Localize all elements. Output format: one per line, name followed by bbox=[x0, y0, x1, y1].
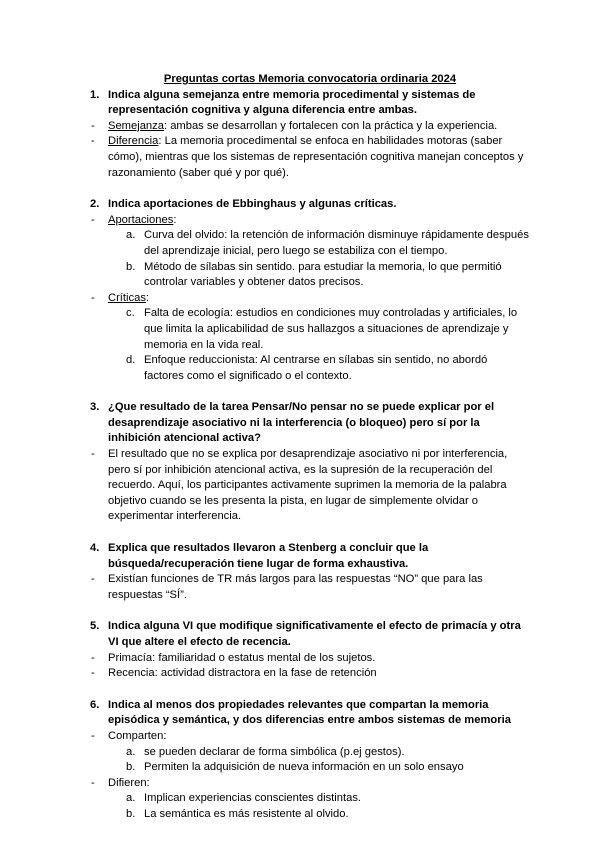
answer-text: : ambas se desarrollan y fortalecen con la práctica y la experiencia. bbox=[163, 119, 498, 132]
answer-item bbox=[90, 651, 530, 667]
dash-bullet: - bbox=[91, 573, 95, 586]
list-marker: a. bbox=[126, 745, 136, 758]
question-text: Indica alguna semejanza entre memoria procedimental y sistemas de representación cognitiva y alguna diferencia entre ambas. bbox=[108, 88, 476, 117]
answer-item bbox=[90, 729, 530, 745]
list-item bbox=[90, 791, 530, 807]
list-marker: b. bbox=[126, 260, 136, 273]
dash-bullet: - bbox=[91, 213, 95, 226]
answer-item bbox=[90, 291, 530, 307]
question-text: Explica que resultados llevaron a Stenberg a concluir que la búsqueda/recuperación tiene lugar de forma exhaustiva. bbox=[108, 542, 429, 570]
answer-item bbox=[90, 134, 530, 181]
dash-bullet: - bbox=[91, 651, 95, 664]
document-content bbox=[90, 72, 530, 823]
list-text: se pueden declarar de forma simbólica (p.ej gestos). bbox=[144, 745, 405, 758]
question-number: 2. bbox=[90, 198, 100, 211]
question-text: Indica aportaciones de Ebbinghaus y algunas críticas. bbox=[108, 198, 397, 211]
dash-bullet: - bbox=[91, 119, 95, 132]
list-item bbox=[90, 260, 530, 291]
list-text: Permiten la adquisición de nueva información en un solo ensayo bbox=[144, 761, 464, 774]
dash-bullet: - bbox=[91, 135, 95, 148]
list-item bbox=[90, 760, 530, 776]
list-marker: b. bbox=[126, 761, 136, 774]
list-text: Implican experiencias conscientes distintas. bbox=[144, 792, 362, 805]
question-number: 6. bbox=[90, 698, 100, 711]
answer-text: Existían funciones de TR más largos para las respuestas “NO” que para las respuestas “SÍ”. bbox=[108, 573, 483, 601]
answer-text: : La memoria procedimental se enfoca en habilidades motoras (saber cómo), mientras que los sistemas de representación cognitiva manejan conceptos y razonamiento (saber qué y por qué). bbox=[108, 135, 524, 179]
question-1 bbox=[90, 88, 530, 119]
criticas-label: Críticas bbox=[108, 291, 146, 304]
list-text: La semántica es más resistente al olvido. bbox=[144, 807, 349, 820]
answer-label: Diferencia bbox=[108, 135, 159, 148]
answer-item bbox=[90, 119, 530, 135]
list-marker: a. bbox=[126, 792, 136, 805]
question-number: 3. bbox=[90, 401, 100, 414]
question-5 bbox=[90, 619, 530, 650]
list-text: Enfoque reduccionista: Al centrarse en sílabas sin sentido, no abordó factores como el significado o el contexto. bbox=[144, 354, 488, 382]
comparten-label: Comparten: bbox=[108, 729, 167, 742]
dash-bullet: - bbox=[91, 776, 95, 789]
list-item bbox=[90, 228, 530, 259]
label-colon: : bbox=[145, 291, 150, 304]
list-item bbox=[90, 353, 530, 384]
answer-item bbox=[90, 776, 530, 792]
dash-bullet: - bbox=[91, 291, 95, 304]
answer-text: Recencia: actividad distractora en la fase de retención bbox=[108, 667, 377, 680]
list-item bbox=[90, 306, 530, 353]
dash-bullet: - bbox=[91, 667, 95, 680]
answer-text: El resultado que no se explica por desaprendizaje asociativo ni por interferencia, pero sí por inhibición atencional activa, es la supresión de la recuperación del recuerdo. Aquí, los participantes activamente suprimen la memoria de la palabra objetivo cuando se les presenta la pista, en lugar de simplemente olvidar o experimentar interferencia. bbox=[108, 448, 508, 523]
label-colon: : bbox=[173, 213, 177, 226]
answer-item bbox=[90, 666, 530, 682]
list-text: Método de sílabas sin sentido. para estudiar la memoria, lo que permitió controlar variables y obtener datos precisos. bbox=[144, 260, 502, 289]
question-number: 1. bbox=[90, 88, 100, 101]
list-item bbox=[90, 807, 530, 823]
list-marker: d. bbox=[126, 354, 136, 367]
difieren-label: Difieren: bbox=[108, 776, 150, 789]
question-text: Indica alguna VI que modifique significativamente el efecto de primacía y otra VI que altere el efecto de recencia. bbox=[108, 620, 521, 648]
document-title: Preguntas cortas Memoria convocatoria ordinaria 2024 bbox=[163, 73, 457, 85]
question-4 bbox=[90, 541, 530, 572]
answer-item bbox=[90, 572, 530, 603]
list-text: Falta de ecología: estudios en condiciones muy controladas y artificiales, lo que limita la aplicabilidad de sus hallazgos a situaciones de aprendizaje y memoria en la vida real. bbox=[144, 307, 518, 351]
answer-label: Semejanza bbox=[108, 119, 164, 132]
aportaciones-label: Aportaciones bbox=[108, 213, 174, 226]
question-number: 4. bbox=[90, 542, 100, 555]
list-item bbox=[90, 745, 530, 761]
question-text: Indica al menos dos propiedades relevantes que compartan la memoria episódica y semántica, y dos diferencias entre ambos sistemas de memoria bbox=[108, 698, 511, 727]
answer-item bbox=[90, 447, 530, 525]
question-3 bbox=[90, 400, 530, 447]
question-6 bbox=[90, 698, 530, 729]
dash-bullet: - bbox=[91, 448, 95, 461]
list-marker: a. bbox=[126, 229, 136, 242]
question-number: 5. bbox=[90, 620, 100, 633]
dash-bullet: - bbox=[91, 729, 95, 742]
list-marker: c. bbox=[126, 307, 135, 320]
list-text: Curva del olvido: la retención de información disminuye rápidamente después del aprendizaje inicial, pero luego se estabiliza con el tiempo. bbox=[144, 229, 529, 257]
answer-item bbox=[90, 213, 530, 229]
list-marker: b. bbox=[126, 807, 136, 820]
question-2 bbox=[90, 197, 530, 213]
question-text: ¿Que resultado de la tarea Pensar/No pensar no se puede explicar por el desaprendizaje asociativo ni la interferencia (o bloqueo) pero sí por la inhibición atencional activa? bbox=[108, 401, 495, 445]
answer-text: Primacía: familiaridad o estatus mental de los sujetos. bbox=[108, 651, 376, 664]
